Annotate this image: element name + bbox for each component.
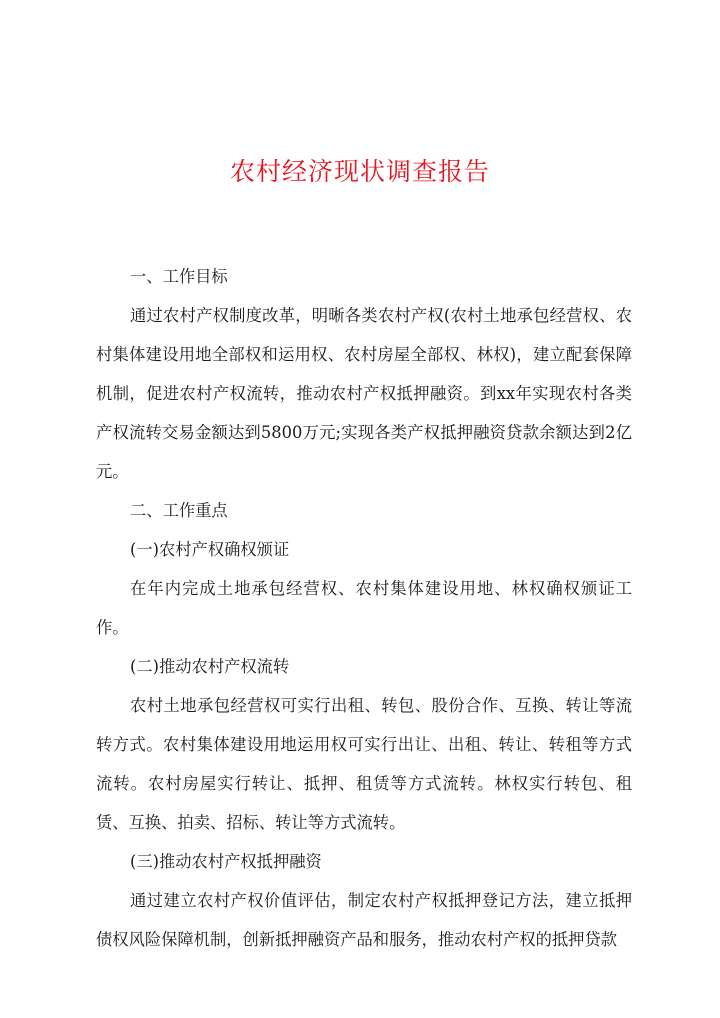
section-heading-work-focus: 二、工作重点 <box>130 501 228 520</box>
subsection-heading-mortgage: (三)推动农村产权抵押融资 <box>130 852 322 871</box>
paragraph-work-goal: 通过农村产权制度改革，明晰各类农村产权(农村土地承包经营权、农村集体建设用地全部权和运用权、农村房屋全部权、林权)，建立配套保障机制，促进农村产权流转，推动农村产权抵押融资。到xx年实现农村各类产权流转交易金额达到5800万元;实现各类产权抵押融资贷款余额达到2亿元。 <box>96 306 632 481</box>
section-heading-work-goal: 一、工作目标 <box>130 267 228 286</box>
subsection-heading-certification: (一)农村产权确权颁证 <box>130 540 290 559</box>
paragraph-transfer: 农村土地承包经营权可实行出租、转包、股份合作、互换、转让等流转方式。农村集体建设用地运用权可实行出让、出租、转让、转租等方式流转。农村房屋实行转让、抵押、租赁等方式流转。林权实行转包、租赁、互换、拍卖、招标、转让等方式流转。 <box>96 696 632 832</box>
paragraph-certification: 在年内完成土地承包经营权、农村集体建设用地、林权确权颁证工作。 <box>96 579 632 637</box>
document-title: 农村经济现状调查报告 <box>229 157 490 186</box>
subsection-heading-transfer: (二)推动农村产权流转 <box>130 657 290 676</box>
document-body <box>96 257 632 959</box>
paragraph-mortgage: 通过建立农村产权价值评估，制定农村产权抵押登记方法，建立抵押债权风险保障机制，创新抵押融资产品和服务，推动农村产权的抵押贷款 <box>96 891 632 949</box>
